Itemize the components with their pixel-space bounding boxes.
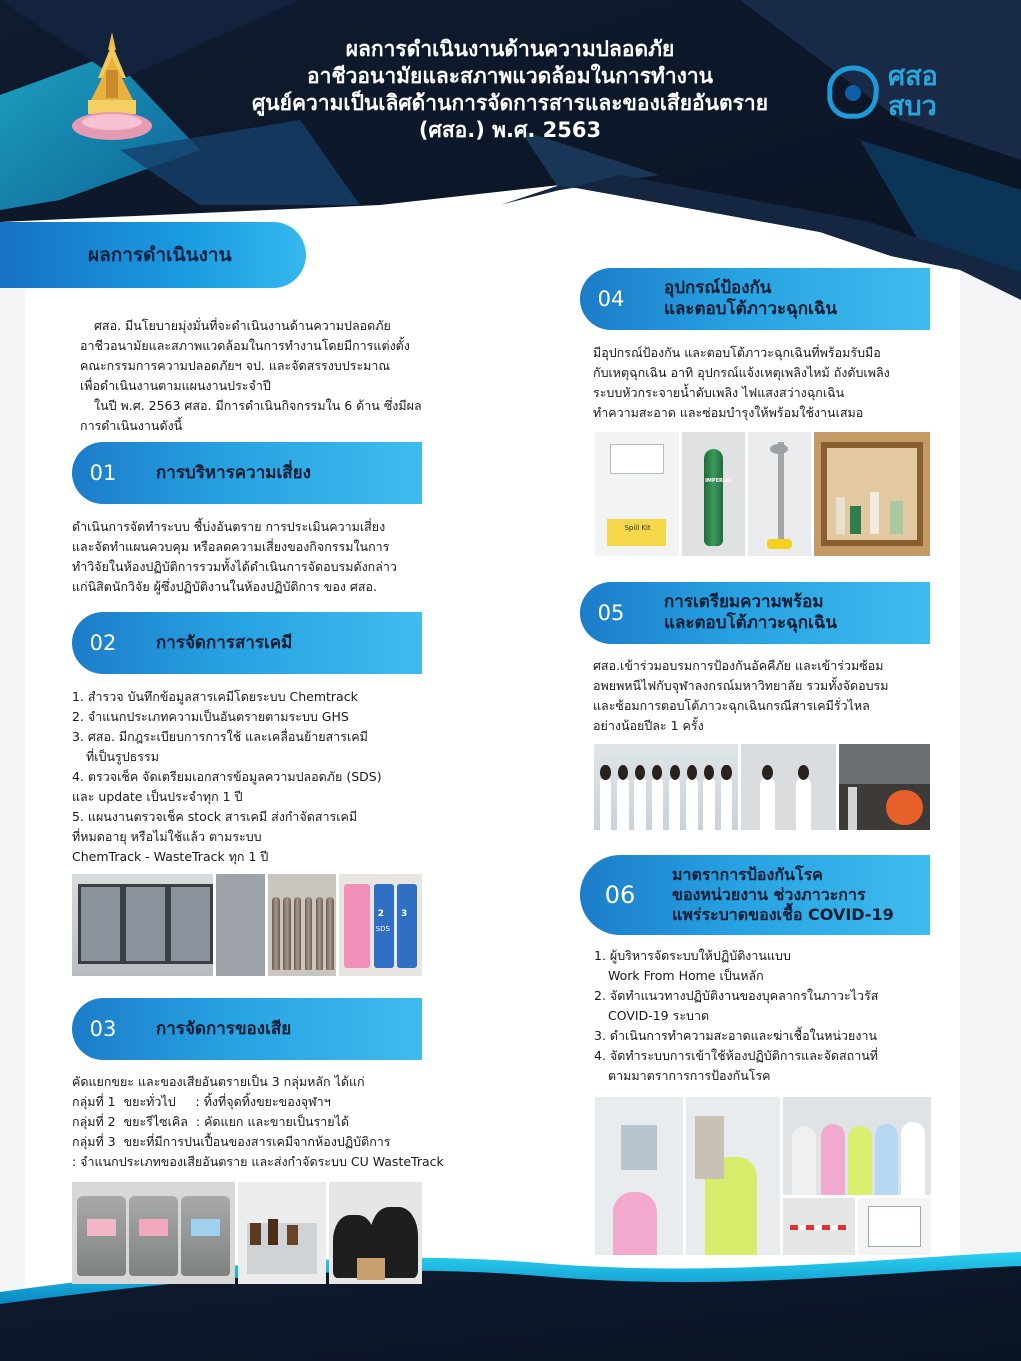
spill-drill-photo: [741, 744, 836, 830]
section-05-header: [580, 582, 930, 644]
intro-line: คณะกรรมการความปลอดภัยฯ จป. และจัดสรรงบประมาณ: [80, 358, 391, 373]
section-05-line: อย่างน้อยปีละ 1 ครั้ง: [593, 718, 704, 733]
first-aid-cabinet-photo: [814, 432, 930, 556]
intro-line: อาชีวอนามัยและสภาพแวดล้อมในการทำงานโดยมีการแต่งตั้ง: [80, 338, 410, 353]
ppe-team-photo: [783, 1097, 931, 1195]
section-06-line: 2. จัดทำแนวทางปฏิบัติงานของบุคลากรในภาวะไวรัส: [594, 988, 879, 1003]
section-05-body: [593, 656, 953, 736]
chemical-bottles-photo: [238, 1182, 326, 1284]
section-06-line: ตามมาตราการการป้องกันโรค: [608, 1068, 771, 1083]
fire-extinguisher-photo: [682, 432, 744, 556]
section-03-header: [72, 998, 422, 1060]
brand-logo-line-1: ศสอ: [888, 61, 938, 92]
brand-logo-line-2: สบว: [888, 91, 937, 122]
intro-line: ศสอ. มีนโยบายมุ่งมั่นที่จะดำเนินงานด้านความปลอดภัย: [94, 318, 391, 333]
binder-number: 3: [401, 909, 408, 920]
section-06-title: [672, 855, 894, 935]
header-title-line-4: (ศสอ.) พ.ศ. 2563: [418, 118, 602, 142]
section-04-title-line: อุปกรณ์ป้องกัน: [664, 278, 772, 298]
section-02-line: 3. ศสอ. มีกฎระเบียบการการใช้ และเคลื่อนย้ายสารเคมี: [72, 729, 368, 744]
section-06-title-line: ของหน่วยงาน ช่วงภาวะการ: [672, 885, 866, 904]
section-03-photos: [72, 1182, 422, 1284]
extinguisher-label: IMPERIAL: [705, 478, 732, 485]
section-03-line: คัดแยกขยะ และของเสียอันตรายเป็น 3 กลุ่มหลัก ได้แก่: [72, 1074, 365, 1089]
chemical-cabinet-photo: [72, 874, 213, 976]
section-01-line: ทำวิจัยในห้องปฏิบัติการรวมทั้งได้ดำเนินการจัดอบรมดังกล่าว: [72, 559, 397, 574]
section-05-line: และซ้อมการตอบโต้ภาวะฉุกเฉินกรณีสารเคมีรั่วไหล: [593, 698, 870, 713]
section-03-title: การจัดการของเสีย: [156, 1018, 292, 1039]
brand-logo: [818, 58, 968, 138]
section-06-header: [580, 855, 930, 935]
brand-logo-text: [888, 62, 938, 122]
section-06-line: Work From Home เป็นหลัก: [608, 968, 764, 983]
waste-bags-photo: [329, 1182, 422, 1284]
header-title-line-3: ศูนย์ความเป็นเลิศด้านการจัดการสารและของเสียอันตราย: [251, 91, 769, 115]
intro-line: เพื่อดำเนินงานตามแผนงานประจำปี: [80, 378, 271, 393]
section-03-line: กลุ่มที่ 2 ขยะรีไซเคิล : คัดแยก และขายเป็นรายได้: [72, 1114, 350, 1129]
section-02-line: ChemTrack - WasteTrack ทุก 1 ปี: [72, 849, 269, 864]
binder-number: 2: [377, 909, 384, 920]
section-02-line: และ update เป็นประจำทุก 1 ปี: [72, 789, 243, 804]
spill-kit-label: Spill Kit: [624, 524, 651, 533]
cleaning-photo-1: [595, 1097, 683, 1255]
section-03-line: กลุ่มที่ 1 ขยะทั่วไป : ทิ้งที่จุดทิ้งขยะของจุฬาฯ: [72, 1094, 331, 1109]
section-06-line: 4. จัดทำระบบการเข้าใช้ห้องปฏิบัติการและจัดสถานที่: [594, 1048, 879, 1063]
section-06-photos: [595, 1097, 931, 1255]
section-05-title-line: การเตรียมความพร้อม: [664, 592, 824, 612]
section-06-title-line: มาตราการป้องกันโรค: [672, 865, 823, 884]
section-06-line: COVID-19 ระบาด: [608, 1008, 710, 1023]
notice-sign-photo: [858, 1198, 931, 1255]
swirl-logo-icon: [818, 58, 888, 128]
section-06-line: 1. ผู้บริหารจัดระบบให้ปฏิบัติงานแบบ: [594, 948, 791, 963]
section-03-body: [72, 1072, 492, 1172]
section-04-line: กับเหตุฉุกเฉิน อาทิ อุปกรณ์แจ้งเหตุเพลิงไหม้ ถังดับเพลิง: [593, 365, 890, 380]
section-03-line: กลุ่มที่ 3 ขยะที่มีการปนเปื้อนของสารเคมีจากห้องปฏิบัติการ: [72, 1134, 391, 1149]
section-01-line: ดำเนินการจัดทำระบบ ชี้บ่งอันตราย การประเมินความเสี่ยง: [72, 519, 386, 534]
fire-drill-photo: [839, 744, 930, 830]
section-04-line: ระบบหัวกระจายน้ำดับเพลิง ไฟแสงสว่างฉุกเฉิน: [593, 385, 845, 400]
section-02-title: การจัดการสารเคมี: [156, 632, 293, 653]
section-05-title: [664, 582, 837, 644]
results-heading-text: ผลการดำเนินงาน: [88, 244, 232, 266]
binder-sds-label: SDS: [375, 924, 390, 933]
section-03-number: 03: [89, 1017, 117, 1041]
section-01-header: [72, 442, 422, 504]
safety-shower-photo: [748, 432, 811, 556]
section-01-line: และจัดทำแผนควบคุม หรือลดความเสี่ยงของกิจกรรมในการ: [72, 539, 390, 554]
intro-line: การดำเนินงานดังนี้: [80, 418, 183, 433]
section-01-line: แก่นิสิตนักวิจัย ผู้ซึ่งปฏิบัติงานในห้องปฏิบัติการ ของ ศสอ.: [72, 579, 377, 594]
chula-crest-icon: [70, 30, 154, 150]
intro-paragraph: [80, 316, 480, 436]
intro-line: ในปี พ.ศ. 2563 ศสอ. มีการดำเนินกิจกรรมใน 6 ด้าน ซึ่งมีผล: [94, 398, 422, 413]
section-06-number: 06: [604, 881, 636, 909]
section-02-line: 1. สำรวจ บันทึกข้อมูลสารเคมีโดยระบบ Chemtrack: [72, 689, 358, 704]
section-02-line: ที่เป็นรูปธรรม: [86, 749, 159, 764]
section-03-line: : จำแนกประเภทของเสียอันตราย และส่งกำจัดระบบ CU WasteTrack: [72, 1154, 444, 1169]
emergency-light-photo: [595, 432, 679, 556]
section-02-line: ที่หมดอายุ หรือไม่ใช้แล้ว ตามระบบ: [72, 829, 262, 844]
section-06-title-line: แพร่ระบาดของเชื้อ COVID-19: [672, 905, 894, 924]
section-04-photos: [595, 432, 930, 556]
training-group-photo: [594, 744, 738, 830]
section-01-title: การบริหารความเสี่ยง: [156, 462, 311, 483]
header-title: [180, 36, 840, 144]
results-heading: [0, 222, 306, 288]
section-01-body: [72, 517, 492, 597]
section-05-line: อพยพหนีไฟกับจุฬาลงกรณ์มหาวิทยาลัย รวมทั้งจัดอบรม: [593, 678, 889, 693]
gas-cylinder-photo: [268, 874, 335, 976]
section-05-photos: [594, 744, 930, 830]
section-02-line: 5. แผนงานตรวจเช็ค stock สารเคมี ส่งกำจัดสารเคมี: [72, 809, 358, 824]
section-02-line: 2. จำแนกประเภทความเป็นอันตรายตามระบบ GHS: [72, 709, 349, 724]
header-title-line-1: ผลการดำเนินงานด้านความปลอดภัย: [345, 37, 675, 61]
section-02-body: [72, 687, 492, 867]
section-04-header: [580, 268, 930, 330]
header-title-line-2: อาชีวอนามัยและสภาพแวดล้อมในการทำงาน: [306, 64, 714, 88]
section-05-number: 05: [597, 601, 625, 625]
sds-binders-photo: [339, 874, 422, 976]
waste-bins-photo: [72, 1182, 235, 1284]
section-04-title-line: และตอบโต้ภาวะฉุกเฉิน: [664, 299, 838, 319]
section-05-title-line: และตอบโต้ภาวะฉุกเฉิน: [664, 613, 838, 633]
section-06-body: [594, 946, 954, 1086]
section-02-line: 4. ตรวจเช็ค จัดเตรียมเอกสารข้อมูลความปลอดภัย (SDS): [72, 769, 382, 784]
section-02-photos: [72, 874, 422, 976]
section-04-body: [593, 343, 953, 423]
barrier-tape-photo: [783, 1198, 855, 1255]
section-04-title: [664, 268, 837, 330]
section-01-number: 01: [89, 461, 117, 485]
section-04-line: มีอุปกรณ์ป้องกัน และตอบโต้ภาวะฉุกเฉินที่พร้อมรับมือ: [593, 345, 881, 360]
section-02-header: [72, 612, 422, 674]
section-02-number: 02: [89, 631, 117, 655]
section-04-number: 04: [597, 287, 625, 311]
section-05-line: ศสอ.เข้าร่วมอบรมการป้องกันอัคคีภัย และเข้าร่วมซ้อม: [593, 658, 884, 673]
section-06-line: 3. ดำเนินการทำความสะอาดและฆ่าเชื้อในหน่วยงาน: [594, 1028, 878, 1043]
section-04-line: ทำความสะอาด และซ่อมบำรุงให้พร้อมใช้งานเสมอ: [593, 405, 864, 420]
cleaning-photo-2: [686, 1097, 780, 1255]
gas-rack-photo: [216, 874, 266, 976]
